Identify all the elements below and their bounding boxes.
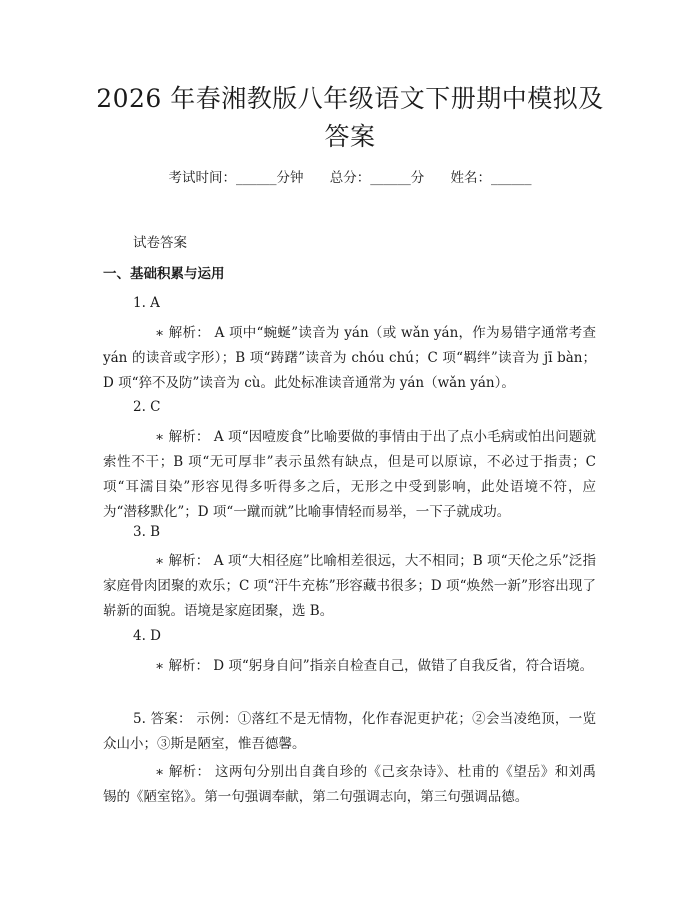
- section-heading: 一、基础积累与运用: [103, 266, 225, 282]
- question-1-analysis: ∗ 解析： A 项中“蜿蜒”读音为 yán（或 wǎn yán，作为易错字通常考查 yán 的读音或字形）；B 项“踌躇”读音为 chóu chú；C 项“羁绊”读音为 jī bàn；D 项“猝不及防”读音为 cù。此处标准读音通常为 yán（wǎn yán）。: [103, 325, 596, 391]
- question-3-analysis: ∗ 解析： A 项“大相径庭”比喻相差很远，大不相同；B 项“天伦之乐”泛指家庭骨肉团聚的欢乐；C 项“汗牛充栋”形容藏书很多；D 项“焕然一新”形容出现了崭新的面貌。语境是家庭团聚，选 B。: [103, 553, 596, 619]
- question-1-label: 1. A: [133, 295, 160, 311]
- exam-score: 总分：______分: [329, 170, 425, 186]
- question-3-label: 3. B: [133, 524, 161, 540]
- question-2-label: 2. C: [133, 399, 161, 415]
- exam-time: 考试时间：______分钟: [168, 170, 304, 186]
- question-5-answer: 5. 答案： 示例：①落红不是无情物，化作春泥更护花；②会当凌绝顶，一览众山小；③斯是陋室，惟吾德馨。: [103, 711, 596, 752]
- question-4-label: 4. D: [133, 628, 161, 644]
- question-2-analysis: ∗ 解析： A 项“因噎废食”比喻要做的事情由于出了点小毛病或怕出问题就索性不干；B 项“无可厚非”表示虽然有缺点，但是可以原谅，不必过于指责；C 项“耳濡目染”形容见得多听得多之后，无形之中受到影响，此处语境不符，应为“潜移默化”；D 项“一蹴而就”比喻事情轻而易举，一下子就成功。: [103, 429, 596, 520]
- exam-name: 姓名：______: [450, 170, 532, 186]
- exam-meta: [0, 168, 700, 188]
- title-line-1: 2026 年春湘教版八年级语文下册期中模拟及: [96, 84, 604, 113]
- question-4-analysis: ∗ 解析： D 项“躬身自问”指亲自检查自己，做错了自我反省，符合语境。: [155, 658, 594, 674]
- title-line-2: 答案: [324, 122, 376, 151]
- document-title: [60, 80, 640, 156]
- section-label: 试卷答案: [133, 235, 187, 251]
- question-5-analysis: ∗ 解析： 这两句分别出自龚自珍的《己亥杂诗》、杜甫的《望岳》和刘禹锡的《陋室铭》。第一句强调奉献，第二句强调志向，第三句强调品德。: [103, 764, 596, 805]
